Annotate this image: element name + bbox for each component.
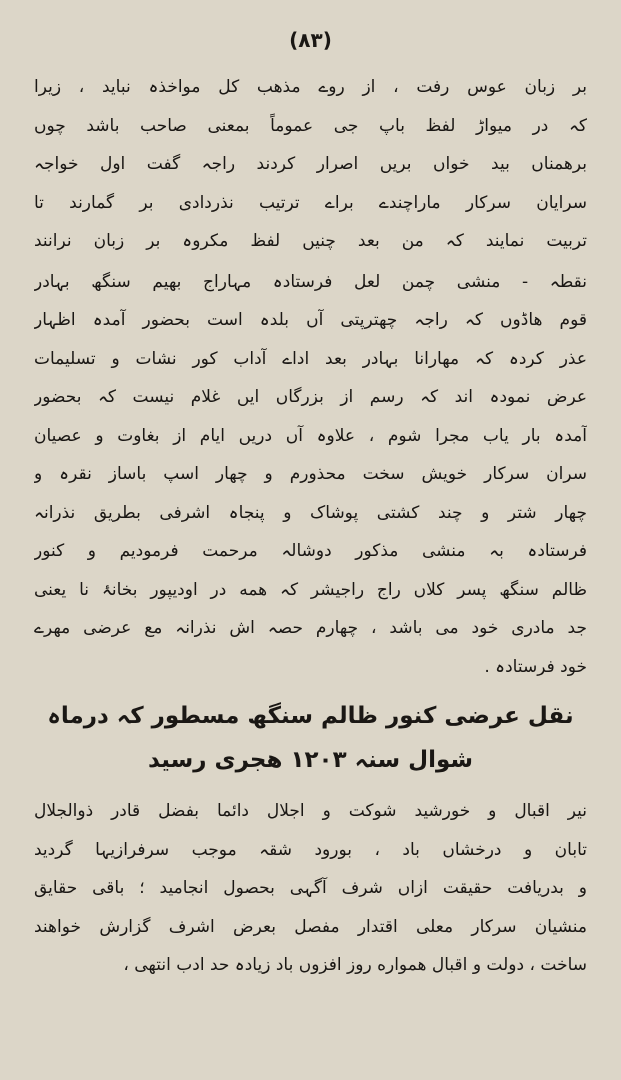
text-line: عذر کردہ کہ مهارانا بہادر بعد اداے آداب کور نشات و تسلیمات [34,348,587,369]
page-number: (۸۳) [289,28,332,52]
section-heading [34,694,587,782]
text-line: بر زبان عوس رفت ، از روے مذهب کل مواخذہ نباید ، زیرا [34,77,587,97]
text-line: برهمناں بید خواں بریں اصرار کردند راجہ گفت اول خواجہ [34,154,587,174]
text-line: تربیت نمایند کہ من بعد چنیں لفظ مکروہ بر زبان نرانند [34,231,587,251]
paragraph-2 [34,263,587,687]
text-line: منشیان سرکار معلی اقتدار مفصل بعرض اشرف گزارش خواهند [34,916,587,937]
heading-line: نقل عرضی کنور ظالم سنگھ مسطور کہ درماہ [47,703,574,729]
text-line: سرایان سرکار ماراچندے براے ترتیب نذردادی بر گمارند تا [34,192,587,213]
text-line: ساخت ، دولت و اقبال همواره روز افزوں باد زیادہ حد ادب انتهی ، [123,955,587,975]
text-line: کہ در میواڑ لفظ باپ جی عموماً بمعنی صاحب باشد چوں [34,115,587,136]
heading-line: شوال سنہ ۱۲۰۳ هجری رسید [147,747,473,773]
text-line: تابان و درخشاں باد ، بورود شقہ موجب سرفرازیہا گردید [34,839,587,860]
text-line: جد مادری خود می باشد ، چهارم حصہ اش نذرانہ مع عرضی مهرے [34,618,587,638]
text-line: ظالم سنگھ پسر کلاں راج راجیشر کہ همه در اودیپور بخانۂ نا یعنی [34,579,587,600]
text-line: عرض نمودہ اند کہ رسم از بزرگاں ایں غلام نیست کہ بحضور [34,387,587,407]
text-line: چهار شتر و چند کشتی پوشاک و پنجاہ اشرفی بطریق نذرانہ [34,502,587,523]
text-line: فرستادہ بہ منشی مذکور دوشالہ مرحمت فرمودیم و کنور [34,541,587,561]
paragraph-3 [34,792,587,985]
text-line: قوم هاڈوں کہ راجہ چهترپتی آں بلدہ است بحضور آمدہ اظہار [34,310,587,330]
text-line: نیر اقبال و خورشید شوکت و اجلال دائما بفضل قادر ذوالجلال [34,801,587,821]
text-line: سران سرکار خویش سخت محذورم و چهار اسپ باساز نقرہ و [34,464,587,484]
paragraph-1 [34,68,587,261]
text-line: و بدریافت حقیقت ازاں شرف آگہی بحصول انجامید ؛ باقی حقایق [34,878,587,898]
text-line: آمدہ بار یاب مجرا شوم ، علاوہ آں دریں ایام از بغاوت و عصیان [34,425,587,446]
text-line: نقطہ - منشی چمن لعل فرستادہ مہاراج بهیم سنگھ بہادر [34,271,587,292]
text-line: خود فرستادہ . [484,656,587,677]
